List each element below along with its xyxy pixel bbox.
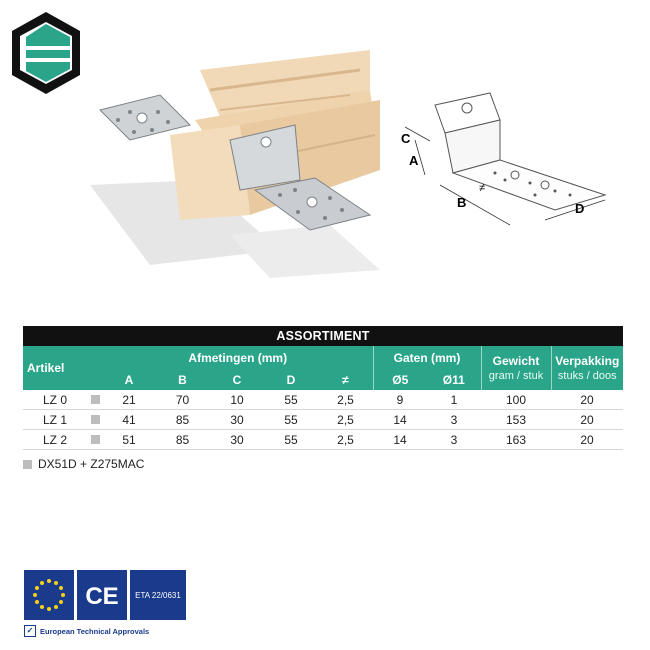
subheader-c: C <box>210 370 264 390</box>
cell-a: 51 <box>103 430 155 450</box>
cell-thickness: 2,5 <box>318 390 373 410</box>
subheader-hole-5: Ø5 <box>373 370 427 390</box>
material-label: DX51D + Z275MAC <box>38 457 145 471</box>
cell-hole-11: 1 <box>427 390 481 410</box>
material-swatch <box>23 460 32 469</box>
cell-thickness: 2,5 <box>318 410 373 430</box>
subheader-a: A <box>103 370 155 390</box>
subheader-b: B <box>155 370 210 390</box>
eta-footer-label: European Technical Approvals <box>40 626 150 636</box>
cell-hole-5: 9 <box>373 390 427 410</box>
dim-label-c: C <box>401 131 411 146</box>
bracket-diagram <box>395 85 620 245</box>
cell-name: LZ 1 <box>23 410 87 430</box>
cell-d: 55 <box>264 390 318 410</box>
cell-b: 70 <box>155 390 210 410</box>
cell-pack: 20 <box>551 390 623 410</box>
subheader-thickness: ≠ <box>318 370 373 390</box>
angle-bracket-photo <box>80 50 410 280</box>
cell-a: 41 <box>103 410 155 430</box>
cell-thickness: 2,5 <box>318 430 373 450</box>
table-row <box>23 410 623 430</box>
header-gewicht <box>481 346 551 390</box>
eta-footer <box>24 624 186 638</box>
certification-block <box>24 570 184 640</box>
cell-c: 30 <box>210 410 264 430</box>
header-gewicht-unit: gram / stuk <box>488 370 544 382</box>
cell-b: 85 <box>155 430 210 450</box>
brand-logo <box>10 10 82 96</box>
eta-code: ETA 22/0631 <box>135 590 181 600</box>
header-gaten: Gaten (mm) <box>373 346 481 370</box>
header-gewicht-label: Gewicht <box>492 354 540 368</box>
check-icon: ✓ <box>24 625 36 637</box>
cell-weight: 153 <box>481 410 551 430</box>
header-verpakking <box>551 346 623 390</box>
dim-label-a: A <box>409 153 419 168</box>
table-row <box>23 430 623 450</box>
material-swatch <box>87 390 103 410</box>
header-verpakking-label: Verpakking <box>555 354 620 368</box>
cell-pack: 20 <box>551 430 623 450</box>
cell-pack: 20 <box>551 410 623 430</box>
cell-c: 10 <box>210 390 264 410</box>
assortment-table <box>23 326 623 450</box>
cell-name: LZ 2 <box>23 430 87 450</box>
ce-mark-icon <box>77 570 127 620</box>
cell-weight: 163 <box>481 430 551 450</box>
table-title: ASSORTIMENT <box>23 326 623 346</box>
cell-d: 55 <box>264 410 318 430</box>
subheader-hole-11: Ø11 <box>427 370 481 390</box>
header-artikel: Artikel <box>23 346 103 390</box>
cell-hole-5: 14 <box>373 430 427 450</box>
cell-a: 21 <box>103 390 155 410</box>
cell-hole-11: 3 <box>427 430 481 450</box>
ce-label: CE <box>85 583 119 610</box>
cell-weight: 100 <box>481 390 551 410</box>
cell-hole-5: 14 <box>373 410 427 430</box>
dim-label-thickness: ≠ <box>479 182 486 194</box>
eta-badge <box>130 570 186 620</box>
cell-b: 85 <box>155 410 210 430</box>
cell-name: LZ 0 <box>23 390 87 410</box>
dim-label-b: B <box>457 195 467 210</box>
eu-flag-icon <box>24 570 74 620</box>
cell-d: 55 <box>264 430 318 450</box>
subheader-d: D <box>264 370 318 390</box>
material-legend <box>23 457 144 471</box>
header-verpakking-unit: stuks / doos <box>557 370 617 382</box>
dim-label-d: D <box>575 201 585 216</box>
cell-hole-11: 3 <box>427 410 481 430</box>
material-swatch <box>87 430 103 450</box>
table-row <box>23 390 623 410</box>
cell-c: 30 <box>210 430 264 450</box>
header-afmetingen: Afmetingen (mm) <box>103 346 373 370</box>
material-swatch <box>87 410 103 430</box>
